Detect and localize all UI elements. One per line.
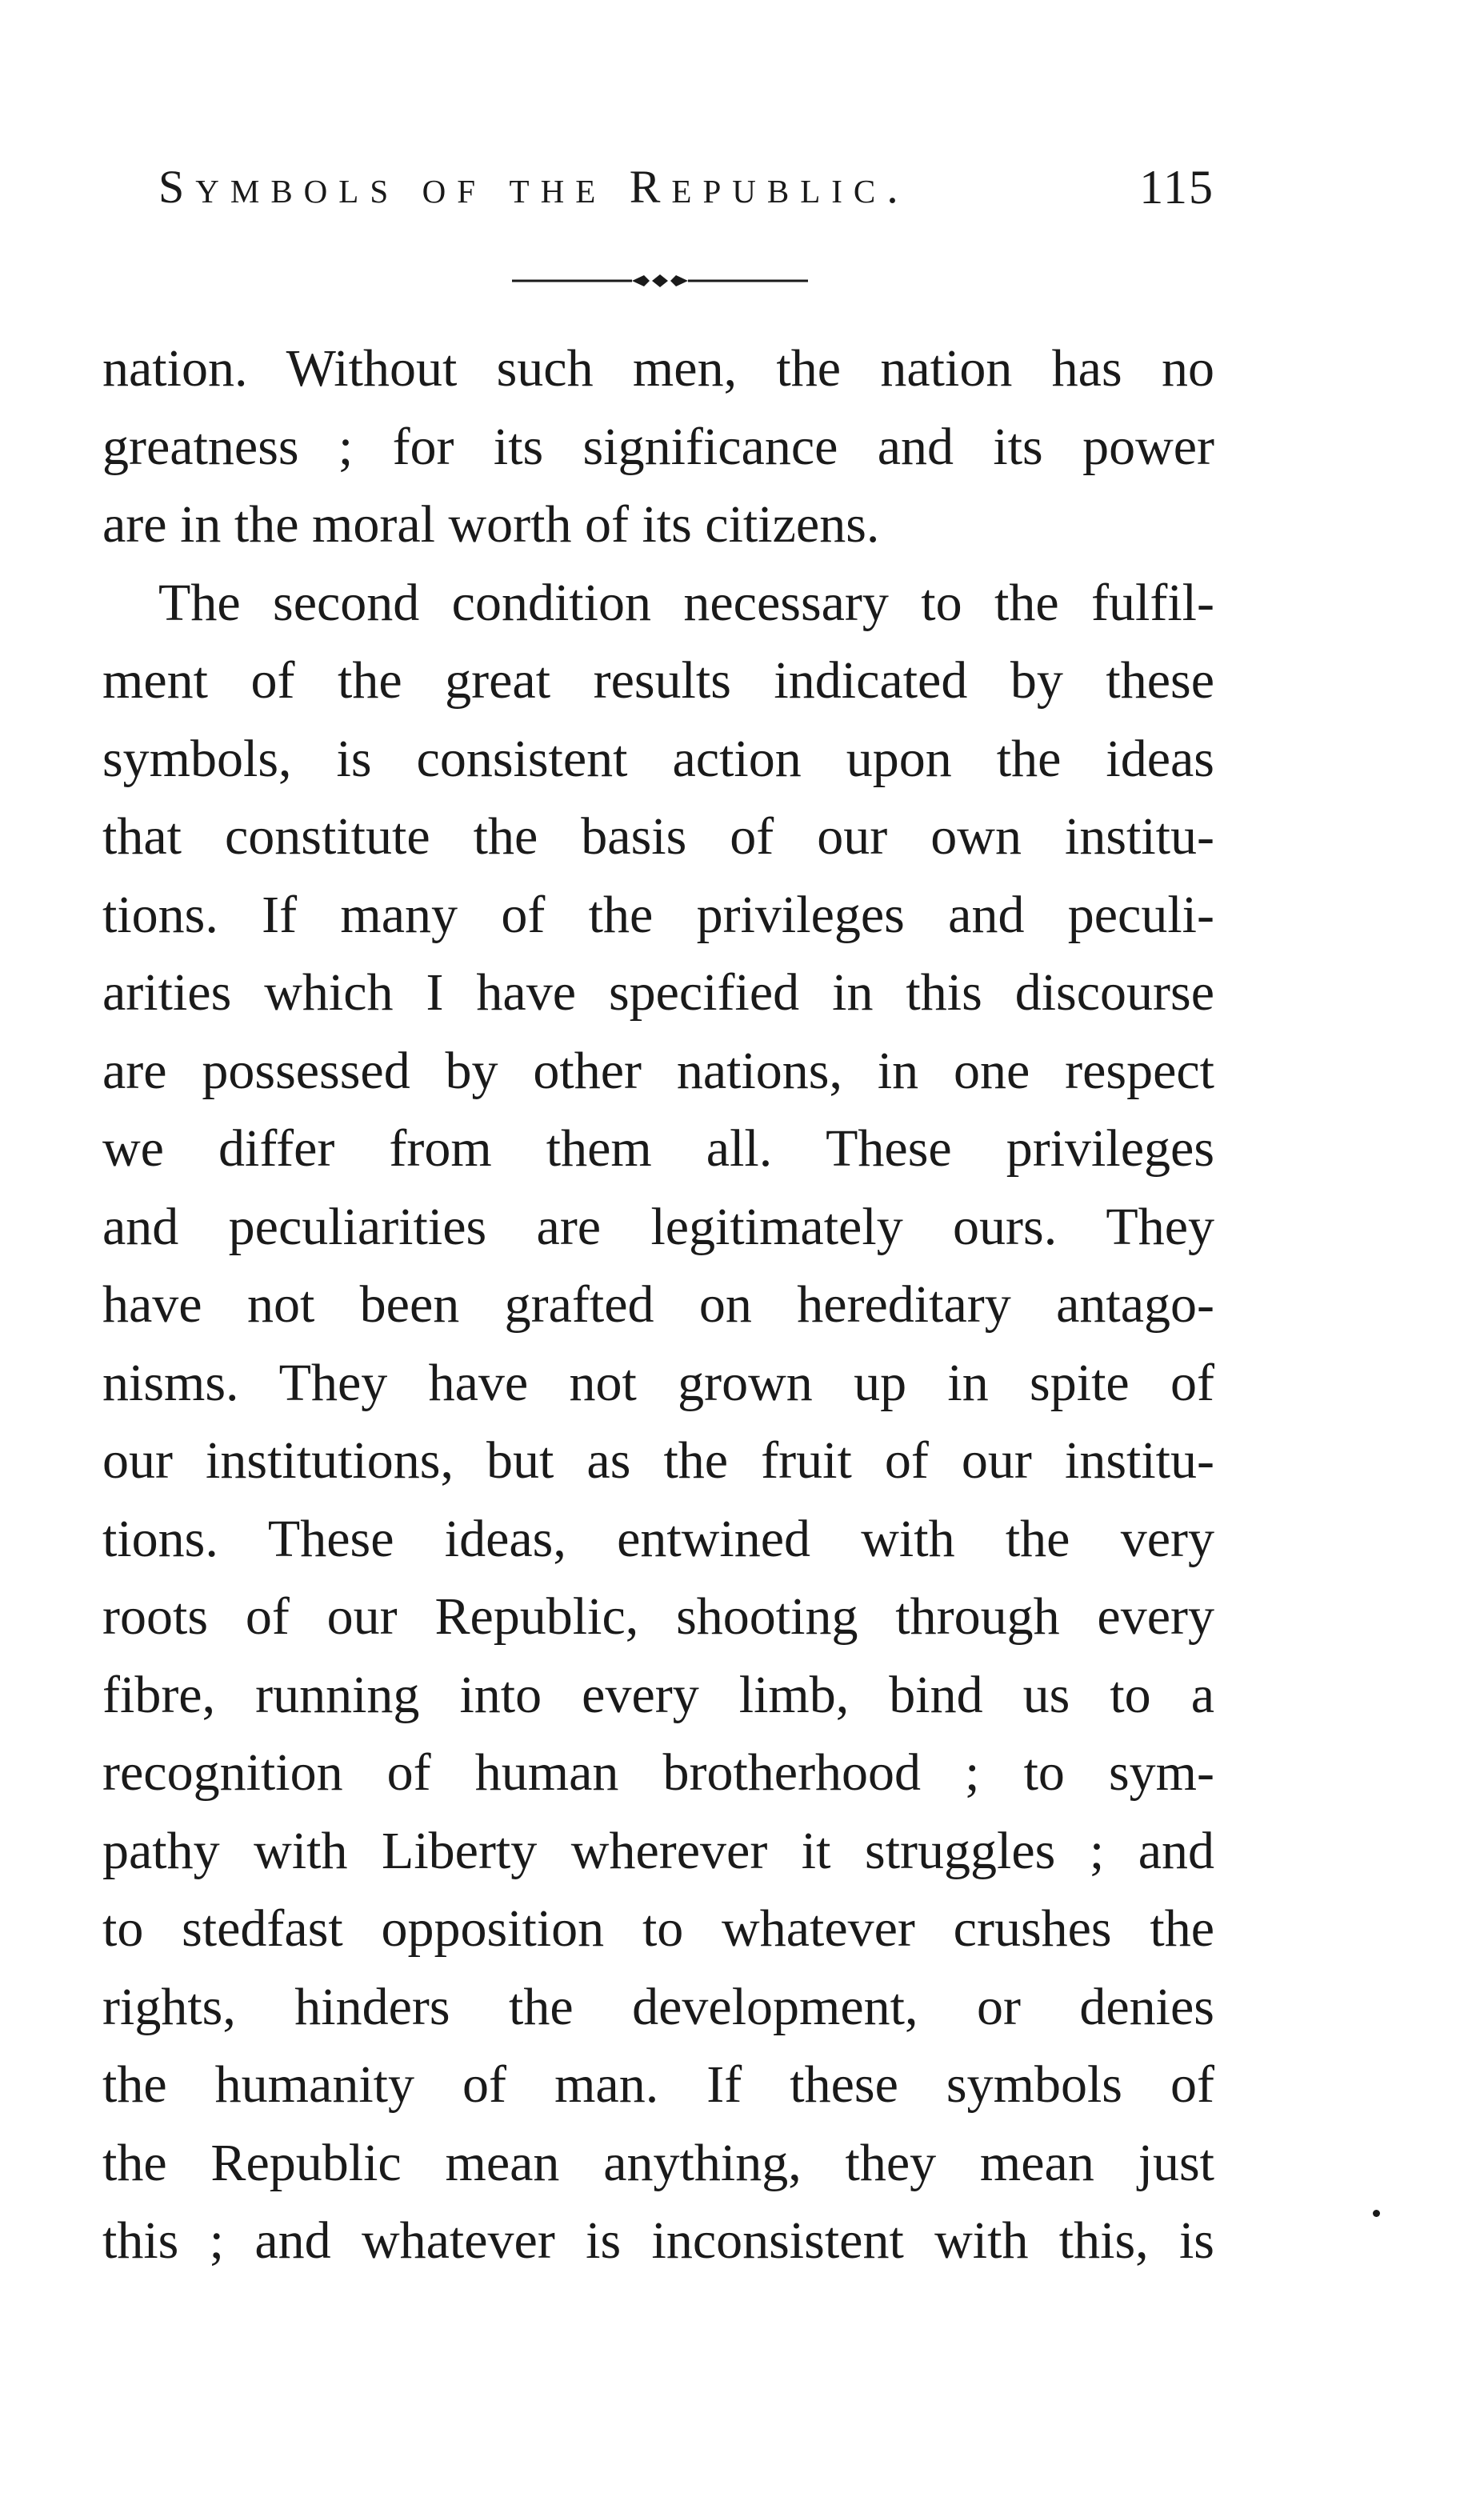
page-number: 115 bbox=[1139, 161, 1214, 214]
margin-mark bbox=[1373, 2210, 1380, 2217]
text-line: have not been grafted on hereditary antago- bbox=[102, 1275, 1214, 1334]
text-line: our institutions, but as the fruit of our institu- bbox=[102, 1431, 1214, 1490]
text-line: rights, hinders the development, or denies bbox=[102, 1977, 1214, 2036]
text-line: pathy with Liberty wherever it struggles ; and bbox=[102, 1821, 1214, 1880]
text-line: tions. These ideas, entwined with the very bbox=[102, 1509, 1214, 1568]
text-line: the Republic mean anything, they mean just bbox=[102, 2133, 1214, 2192]
text-line: greatness ; for its significance and its power bbox=[102, 417, 1214, 476]
text-line: and peculiarities are legitimately ours. They bbox=[102, 1197, 1214, 1256]
page-header bbox=[158, 160, 1214, 232]
body-text bbox=[102, 330, 1214, 2280]
text-line: fibre, running into every limb, bind us to a bbox=[102, 1665, 1214, 1724]
text-line: roots of our Republic, shooting through every bbox=[102, 1587, 1214, 1646]
text-line: The second condition necessary to the fulfil- bbox=[158, 573, 1214, 632]
text-line: to stedfast opposition to whatever crushes the bbox=[102, 1899, 1214, 1958]
text-line: we differ from them all. These privileges bbox=[102, 1119, 1214, 1178]
text-line: recognition of human brotherhood ; to sym- bbox=[102, 1743, 1214, 1802]
text-line: this ; and whatever is inconsistent with this, is bbox=[102, 2211, 1214, 2270]
text-line: are in the moral worth of its citizens. bbox=[102, 495, 880, 554]
text-line: arities which I have specified in this discourse bbox=[102, 963, 1214, 1022]
text-line: are possessed by other nations, in one respect bbox=[102, 1041, 1214, 1100]
text-line: tions. If many of the privileges and peculi- bbox=[102, 885, 1214, 944]
text-line: nation. Without such men, the nation has no bbox=[102, 339, 1214, 398]
text-line: nisms. They have not grown up in spite of bbox=[102, 1353, 1214, 1412]
text-line: symbols, is consistent action upon the ideas bbox=[102, 729, 1214, 788]
text-line: that constitute the basis of our own institu- bbox=[102, 807, 1214, 866]
running-title: Symbols of the Republic. bbox=[158, 161, 910, 213]
text-line: the humanity of man. If these symbols of bbox=[102, 2055, 1214, 2114]
ornamental-rule-icon bbox=[512, 269, 808, 293]
text-line: ment of the great results indicated by these bbox=[102, 651, 1214, 710]
